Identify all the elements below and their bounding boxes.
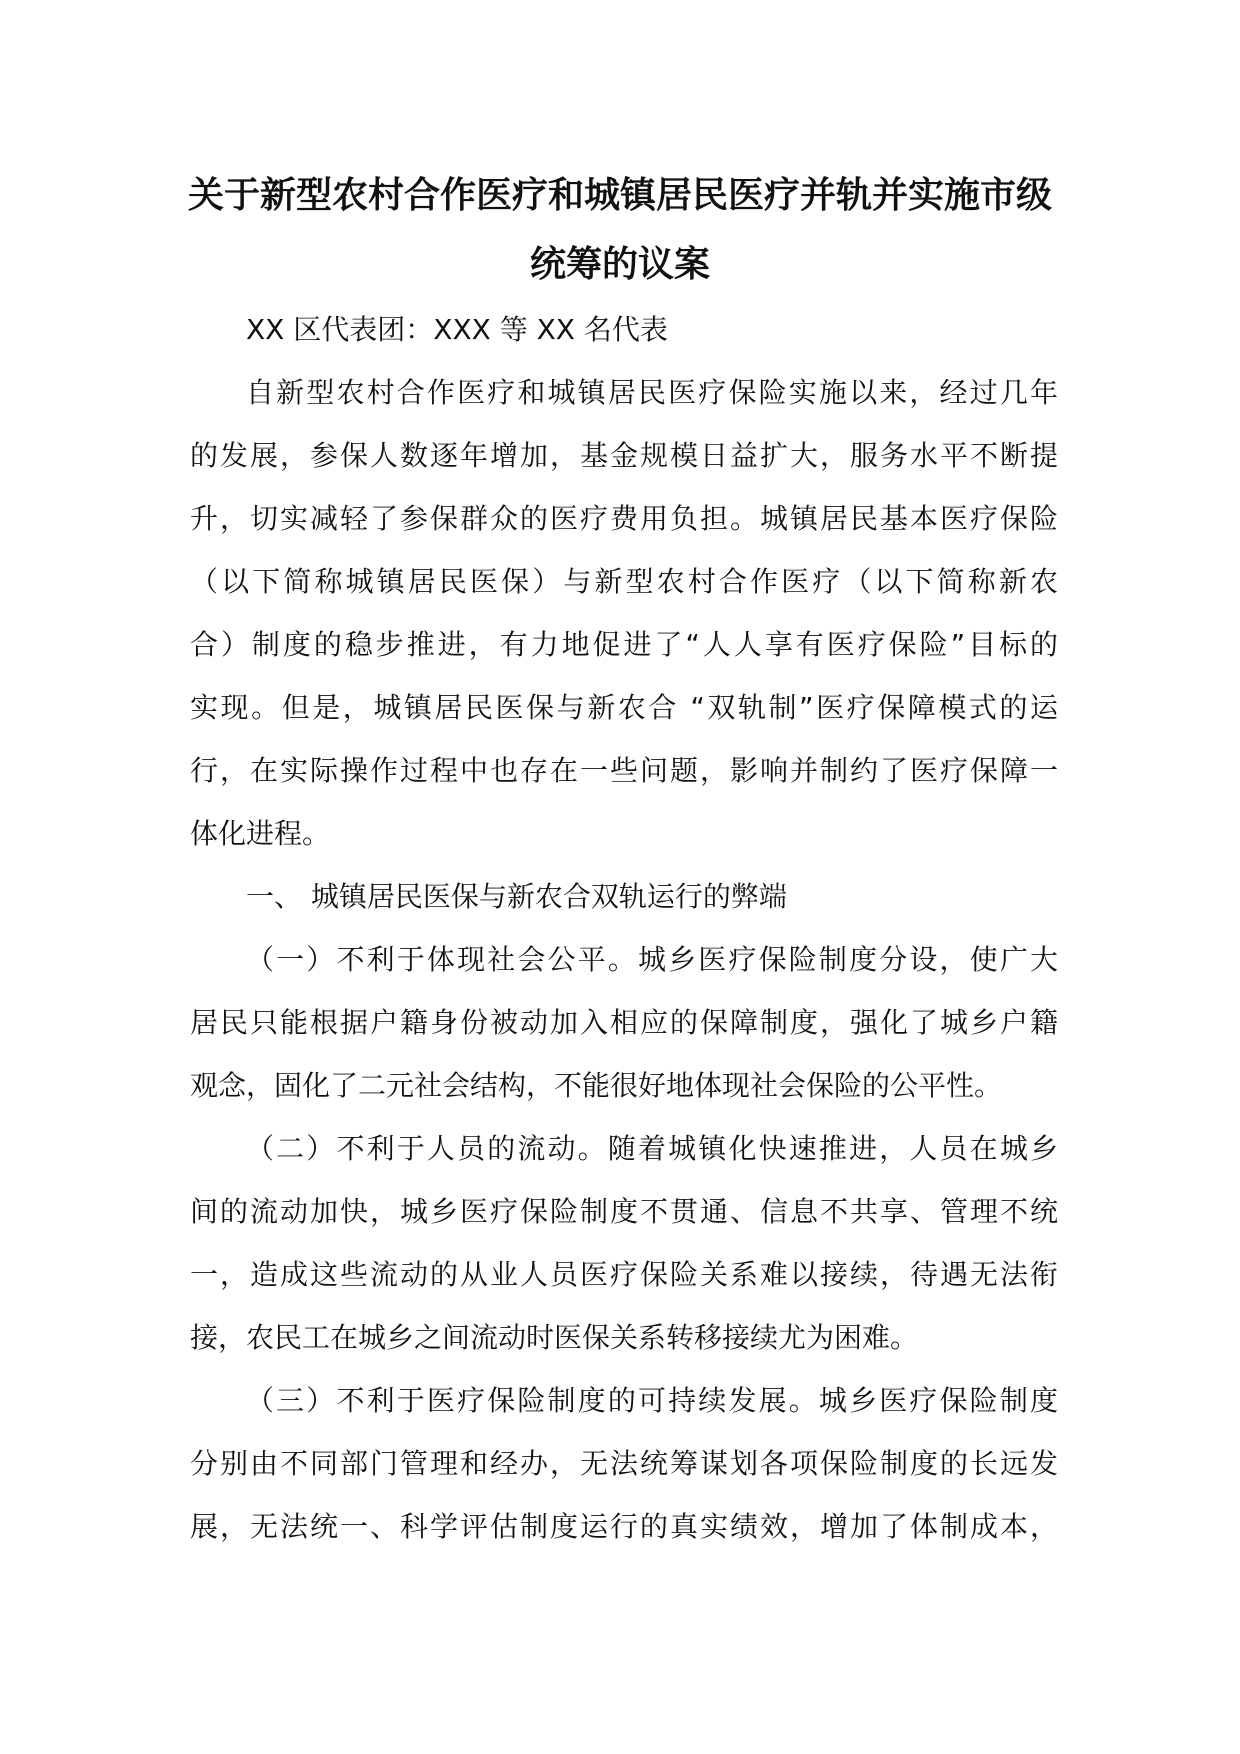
section-heading: 一、 城镇居民医保与新农合双轨运行的弊端 (246, 880, 787, 913)
paragraph-line: 观念，固化了二元社会结构，不能很好地体现社会保险的公平性。 (190, 1069, 1003, 1102)
paragraph-line: 接，农民工在城乡之间流动时医保关系转移接续尤为困难。 (190, 1321, 919, 1354)
paragraph-line: 一，造成这些流动的从业人员医疗保险关系难以接续，待遇无法衔 (190, 1258, 1058, 1291)
paragraph-line: 升，切实减轻了参保群众的医疗费用负担。城镇居民基本医疗保险 (190, 502, 1058, 535)
document-title-line-1: 关于新型农村合作医疗和城镇居民医疗并轨并实施市级 (187, 175, 1052, 216)
paragraph-line: 分别由不同部门管理和经办，无法统筹谋划各项保险制度的长远发 (190, 1447, 1058, 1480)
paragraph-line: 自新型农村合作医疗和城镇居民医疗保险实施以来，经过几年 (246, 376, 1058, 409)
author-line: XX 区代表团：XXX 等 XX 名代表 (246, 313, 668, 346)
paragraph-line: （三）不利于医疗保险制度的可持续发展。城乡医疗保险制度 (246, 1384, 1058, 1417)
document-title-line-2: 统筹的议案 (529, 244, 710, 285)
paragraph-line: 合）制度的稳步推进，有力地促进了“人人享有医疗保险”目标的 (190, 628, 1058, 661)
paragraph-line: 居民只能根据户籍身份被动加入相应的保障制度，强化了城乡户籍 (190, 1006, 1058, 1039)
paragraph-line: （一）不利于体现社会公平。城乡医疗保险制度分设，使广大 (246, 943, 1058, 976)
paragraph-line: 行，在实际操作过程中也存在一些问题，影响并制约了医疗保障一 (190, 754, 1058, 787)
paragraph-line: （以下简称城镇居民医保）与新型农村合作医疗（以下简称新农 (190, 565, 1058, 598)
paragraph-line: 间的流动加快，城乡医疗保险制度不贯通、信息不共享、管理不统 (190, 1195, 1058, 1228)
paragraph-line: 体化进程。 (190, 817, 331, 850)
paragraph-line: 实现。但是，城镇居民医保与新农合 “双轨制”医疗保障模式的运 (190, 691, 1058, 724)
paragraph-line: 展，无法统一、科学评估制度运行的真实绩效，增加了体制成本， (190, 1510, 1058, 1543)
paragraph-line: （二）不利于人员的流动。随着城镇化快速推进，人员在城乡 (246, 1132, 1058, 1165)
paragraph-line: 的发展，参保人数逐年增加，基金规模日益扩大，服务水平不断提 (190, 439, 1058, 472)
